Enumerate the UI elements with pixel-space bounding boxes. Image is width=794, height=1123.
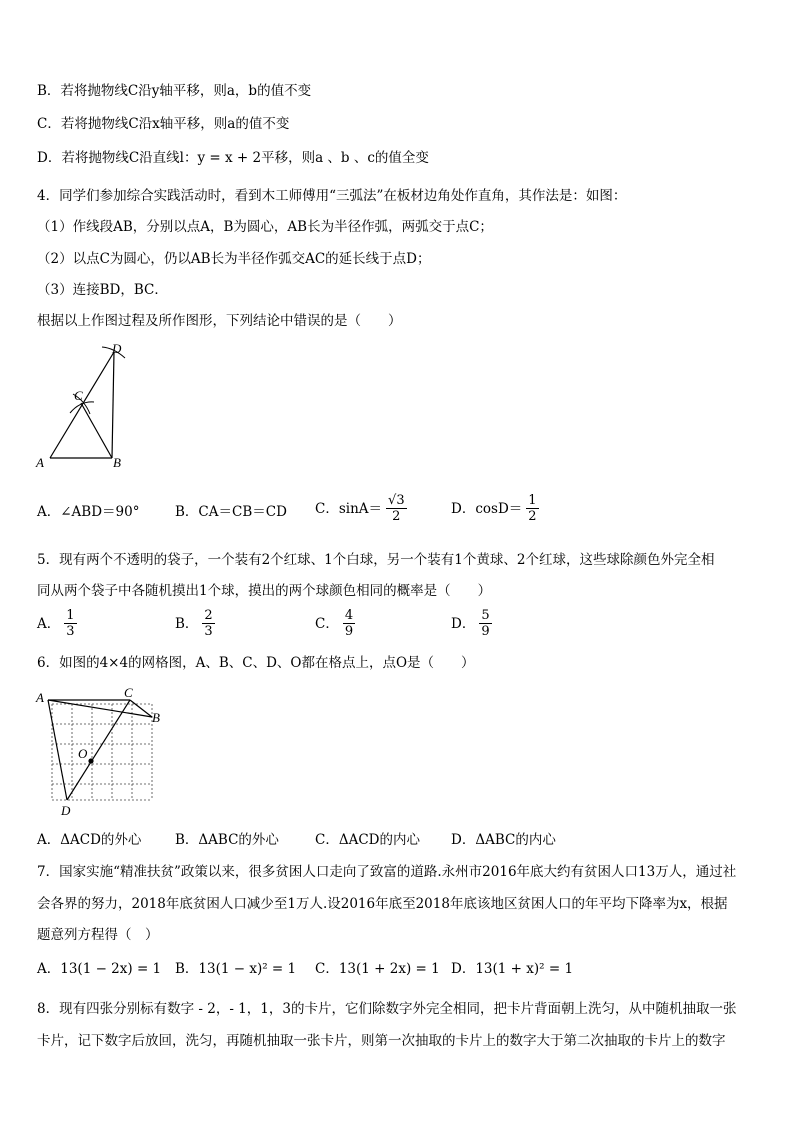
q3-option-b: B．若将抛物线C沿y轴平移，则a，b的值不变 bbox=[37, 83, 312, 99]
q7-option-c: C．13(1 + 2x) = 1 bbox=[315, 961, 440, 977]
q4-question: 根据以上作图过程及所作图形，下列结论中错误的是（ ） bbox=[37, 313, 402, 329]
q3-option-c: C．若将抛物线C沿x轴平移，则a的值不变 bbox=[37, 116, 290, 132]
q6-option-b: B．ΔABC的外心 bbox=[175, 832, 279, 848]
q6-option-c: C．ΔACD的内心 bbox=[315, 832, 420, 848]
q6-label-d: D bbox=[61, 803, 71, 818]
q6-option-a: A．ΔACD的外心 bbox=[37, 832, 142, 848]
q5-stem-line-2: 同从两个袋子中各随机摸出1个球，摸出的两个球颜色相同的概率是（ ） bbox=[37, 583, 492, 599]
q6-label-b: B bbox=[152, 710, 160, 725]
q5-option-c: C． $\frac{4}{9}$ bbox=[315, 608, 354, 639]
q4-option-b: B．CA＝CB＝CD bbox=[175, 504, 287, 520]
q8-stem-line-2: 卡片，记下数字后放回，洗匀，再随机抽取一张卡片，则第一次抽取的卡片上的数字大于第二次抽取的卡片上的数字 bbox=[37, 1033, 726, 1049]
q7-stem-line-2: 会各界的努力，2018年底贫困人口减少至1万人.设2016年底至2018年底该地区贫困人口的年平均下降率为x，根据 bbox=[37, 896, 728, 912]
q7-option-b: B．13(1 − x)² = 1 bbox=[175, 961, 297, 977]
q4-option-c-denominator: 2 bbox=[392, 509, 401, 524]
q4-option-c: C．sinA＝ $\frac{√3}{2}$ bbox=[315, 493, 405, 524]
q6-point-o bbox=[88, 758, 93, 763]
q4-stem: 4．同学们参加综合实践活动时，看到木工师傅用“三弧法”在板材边角处作直角，其作法是：如图： bbox=[37, 188, 627, 204]
q4-option-c-numerator: √3 bbox=[388, 493, 405, 508]
q4-option-a: A．∠ABD＝90° bbox=[37, 504, 140, 520]
q5-option-a: A． $\frac{1}{3}$ bbox=[37, 608, 75, 639]
q4-option-d-denominator: 2 bbox=[528, 509, 537, 524]
q7-option-a: A．13(1 − 2x) = 1 bbox=[37, 961, 162, 977]
q8-stem-line-1: 8．现有四张分别标有数字 - 2，- 1，1，3的卡片，它们除数字外完全相同，把卡片背面朝上洗匀，从中随机抽取一张 bbox=[37, 1001, 737, 1017]
q4-option-d-numerator: 1 bbox=[528, 493, 537, 508]
q6-label-a: A bbox=[36, 690, 44, 705]
q6-stem: 6．如图的4×4的网格图，A、B、C、D、O都在格点上，点O是（ ） bbox=[37, 655, 475, 671]
q6-label-o: O bbox=[78, 746, 88, 761]
q4-step-1: （1）作线段AB，分别以点A，B为圆心，AB长为半径作弧，两弧交于点C； bbox=[37, 219, 493, 235]
q4-label-b: B bbox=[113, 455, 121, 470]
q3-option-d: D．若将抛物线C沿直线l：y = x + 2平移，则a 、b 、c的值全变 bbox=[37, 150, 429, 166]
q5-option-d: D． $\frac{5}{9}$ bbox=[451, 608, 490, 639]
q5-stem-line-1: 5．现有两个不透明的袋子，一个装有2个红球、1个白球，另一个装有1个黄球、2个红球，这些球除颜色外完全相 bbox=[37, 552, 715, 568]
q4-step-3: （3）连接BD，BC． bbox=[37, 282, 168, 298]
q6-label-c: C bbox=[124, 685, 133, 700]
q7-stem-line-1: 7．国家实施“精准扶贫”政策以来，很多贫困人口走向了致富的道路.永州市2016年底大约有贫困人口13万人，通过社 bbox=[37, 864, 737, 880]
q4-option-d: D．cosD＝ $\frac{1}{2}$ bbox=[451, 493, 537, 524]
q4-figure bbox=[30, 338, 140, 473]
q4-label-c: C bbox=[74, 388, 83, 403]
q7-option-d: D．13(1 + x)² = 1 bbox=[451, 961, 574, 977]
q6-grid-figure bbox=[30, 684, 170, 820]
q6-option-d: D．ΔABC的内心 bbox=[451, 832, 556, 848]
q4-label-d: D bbox=[112, 341, 122, 356]
q4-step-2: （2）以点C为圆心，仍以AB长为半径作弧交AC的延长线于点D； bbox=[37, 251, 431, 267]
q5-option-b: B． $\frac{2}{3}$ bbox=[175, 608, 213, 639]
q7-stem-line-3: 题意列方程得（ ） bbox=[37, 927, 159, 943]
q4-label-a: A bbox=[36, 455, 44, 470]
